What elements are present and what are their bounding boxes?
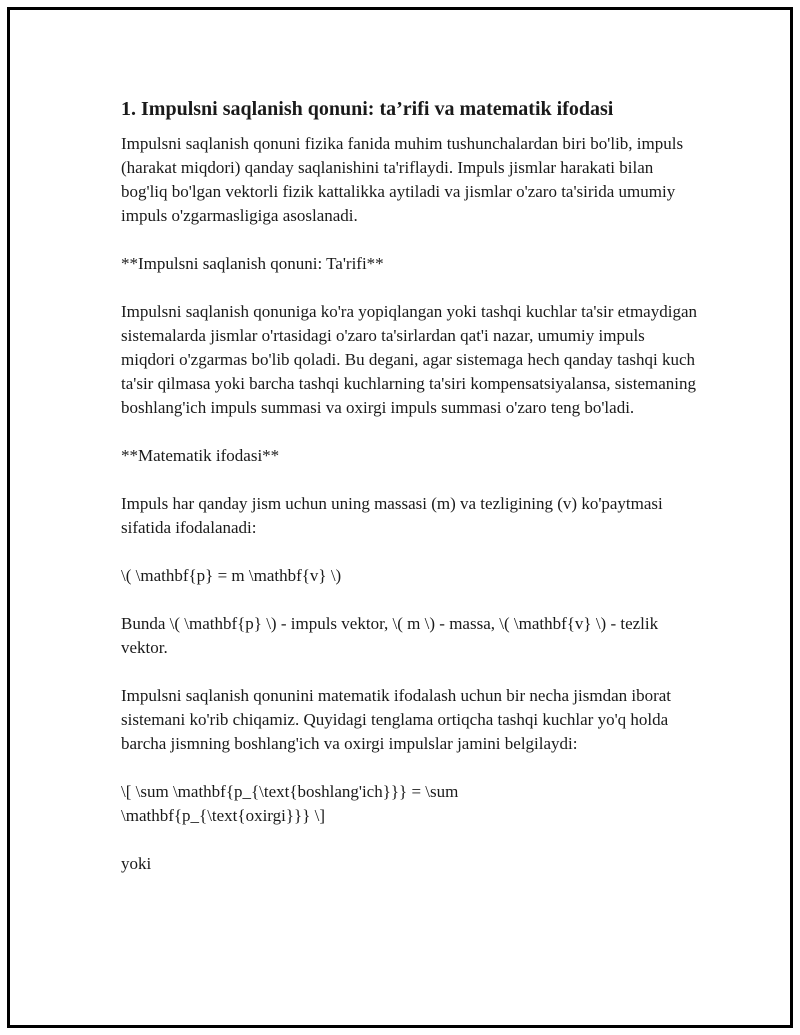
paragraph-definition: Impulsni saqlanish qonuniga ko'ra yopiqlangan yoki tashqi kuchlar ta'sir etmaydigan sistemalarda jismlar o'rtasidagi o'zaro ta'sirlardan qat'i nazar, umumiy impuls miqdori o'zgarmas bo'lib qoladi. Bu degani, agar sistemaga hech qanday tashqi kuch ta'sir qilmasa yoki barcha tashqi kuchlarning ta'siri kompensatsiyalansa, sistemaning boshlang'ich impuls summasi va oxirgi impuls summasi o'zaro teng bo'ladi. [121, 302, 697, 417]
paragraph-formula-p: \( \mathbf{p} = m \mathbf{v} \) [121, 566, 342, 585]
document-page [7, 7, 793, 1028]
paragraph-intro: Impulsni saqlanish qonuni fizika fanida muhim tushunchalardan biri bo'lib, impuls (harakat miqdori) qanday saqlanishini ta'riflaydi. Impuls jismlar harakati bilan bog'liq bo'lgan vektorli fizik kattalikka aytiladi va jismlar o'zaro ta'sirida umumiy impuls o'zgarmasligiga asoslanadi. [121, 134, 684, 225]
paragraph-yoki: yoki [121, 854, 152, 873]
paragraph-impulse-def: Impuls har qanday jism uchun uning massasi (m) va tezligining (v) ko'paytmasi sifatida ifodalanadi: [121, 494, 663, 537]
paragraph-where: Bunda \( \mathbf{p} \) - impuls vektor, \( m \) - massa, \( \mathbf{v} \) - tezlik vektor. [121, 614, 659, 657]
paragraph-math-title: **Matematik ifodasi** [121, 446, 280, 465]
paragraph-definition-title: **Impulsni saqlanish qonuni: Ta'rifi** [121, 254, 384, 273]
section-heading: 1. Impulsni saqlanish qonuni: ta’rifi va matematik ifodasi [121, 98, 614, 120]
paragraph-system: Impulsni saqlanish qonunini matematik ifodalash uchun bir necha jismdan iborat sistemani ko'rib chiqamiz. Quyidagi tenglama ortiqcha tashqi kuchlar yo'q holda barcha jismning boshlang'ich va oxirgi impulslar jamini belgilaydi: [121, 686, 672, 753]
document-content [121, 96, 701, 900]
paragraph-formula-sum: \[ \sum \mathbf{p_{\text{boshlang'ich}}} = \sum \mathbf{p_{\text{oxirgi}}} \] [121, 782, 459, 825]
